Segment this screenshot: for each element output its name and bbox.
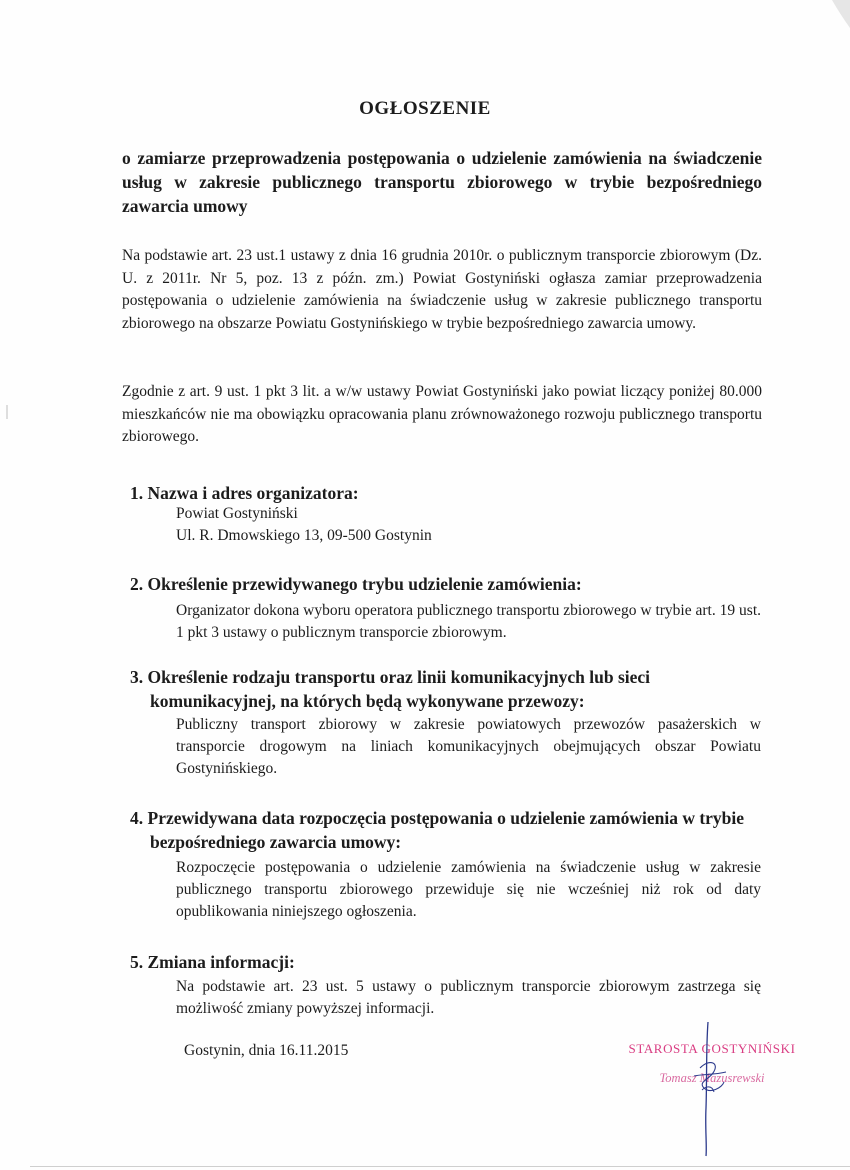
- document-subtitle: o zamiarze przeprowadzenia postępowania o udzielenie zamówienia na świadczenie usług w zakresie publicznego transportu zbiorowego w trybie bezpośredniego zawarcia umowy: [122, 148, 762, 216]
- organizer-name: Powiat Gostyniński: [176, 505, 298, 522]
- section-4-body: Rozpoczęcie postępowania o udzielenie zamówienia na świadczenie usług w zakresie publicznego transportu zbiorowego przewiduje się nie wcześniej niż rok od daty opublikowania niniejszego ogłoszenia.: [176, 859, 761, 920]
- document-title: OGŁOSZENIE: [359, 98, 491, 119]
- section-1-body: [176, 503, 761, 547]
- page-bottom-edge: [30, 1166, 850, 1167]
- section-1-heading: 1. Nazwa i adres organizatora:: [130, 483, 359, 503]
- intro-paragraph-2: Zgodnie z art. 9 ust. 1 pkt 3 lit. a w/w ustawy Powiat Gostyniński jako powiat liczący poniżej 80.000 mieszkańców nie ma obowiązku opracowania planu zrównoważonego rozwoju publicznego transportu zbiorowego.: [122, 383, 762, 445]
- stamp-name: Tomasz Mazusrewski: [659, 1071, 765, 1085]
- section-5-heading: 5. Zmiana informacji:: [130, 952, 295, 972]
- organizer-address: Ul. R. Dmowskiego 13, 09-500 Gostynin: [176, 527, 432, 544]
- section-4-heading: 4. Przewidywana data rozpoczęcia postępowania o udzielenie zamówienia w trybie bezpośredniego zawarcia umowy:: [130, 808, 745, 852]
- handwritten-signature: [680, 1018, 740, 1158]
- section-5-body: Na podstawie art. 23 ust. 5 ustawy o publicznym transporcie zbiorowym zastrzega się możliwość zmiany powyższej informacji.: [176, 978, 761, 1017]
- section-2-heading: 2. Określenie przewidywanego trybu udzielenie zamówienia:: [130, 574, 582, 594]
- intro-paragraph-1: Na podstawie art. 23 ust.1 ustawy z dnia 16 grudnia 2010r. o publicznym transporcie zbiorowym (Dz. U. z 2011r. Nr 5, poz. 13 z późn. zm.) Powiat Gostyniński ogłasza zamiar przeprowadzenia postępowania o udzielenie zamówienia na świadczenie usług w zakresie publicznego transportu zbiorowego na obszarze Powiatu Gostynińskiego w trybie bezpośredniego zawarcia umowy.: [122, 247, 762, 332]
- scan-artifact-mark: [5, 405, 9, 419]
- date-line: Gostynin, dnia 16.11.2015: [184, 1042, 349, 1059]
- stamp-title: STAROSTA GOSTYNIŃSKI: [628, 1041, 796, 1056]
- section-3-heading: 3. Określenie rodzaju transportu oraz linii komunikacyjnych lub sieci komunikacyjnej, na których będą wykonywane przewozy:: [130, 667, 651, 711]
- scan-corner-shadow: [828, 0, 850, 28]
- section-3-body: Publiczny transport zbiorowy w zakresie powiatowych przewozów pasażerskich w transporcie drogowym na liniach komunikacyjnych obejmujących obszar Powiatu Gostynińskiego.: [176, 716, 761, 777]
- section-2-body: Organizator dokona wyboru operatora publicznego transportu zbiorowego w trybie art. 19 ust. 1 pkt 3 ustawy o publicznym transporcie zbiorowym.: [176, 602, 761, 641]
